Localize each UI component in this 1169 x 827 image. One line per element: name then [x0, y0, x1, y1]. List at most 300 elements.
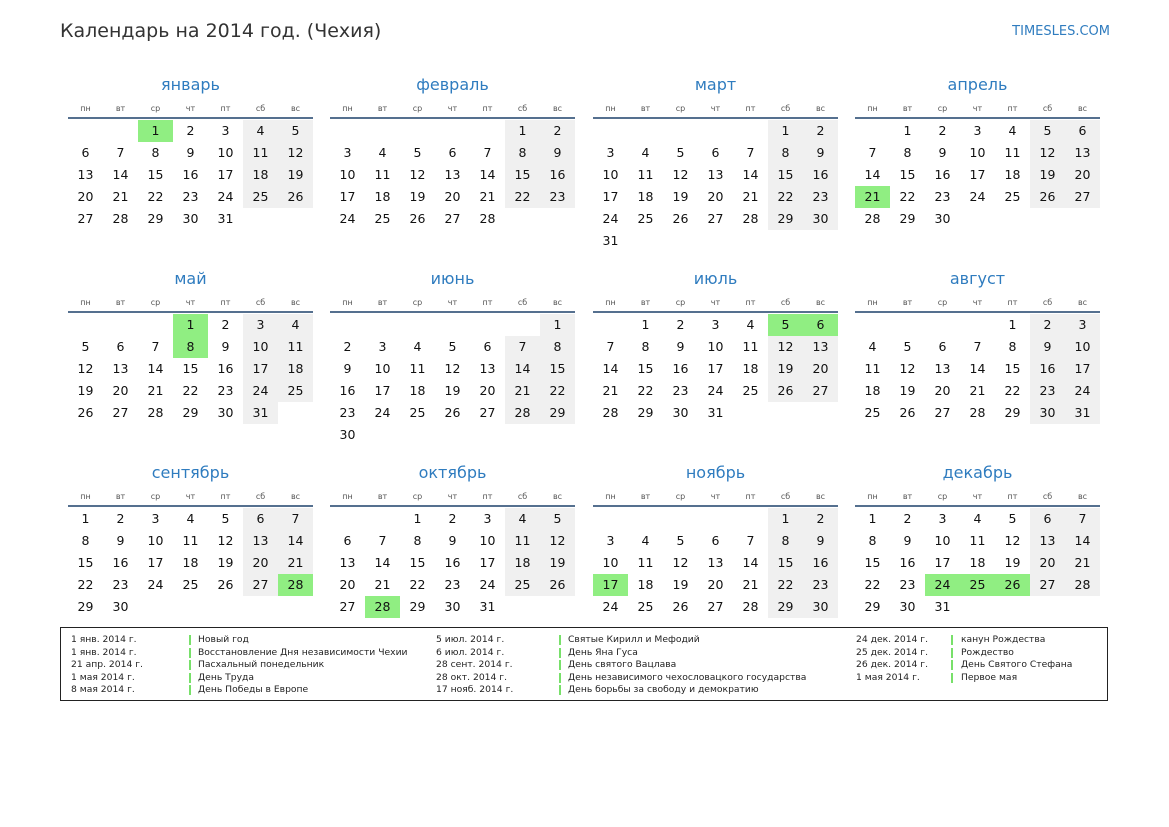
weekday-label: чт — [972, 492, 983, 501]
day-cell: 10 — [1065, 336, 1100, 358]
day-cell: 9 — [540, 142, 575, 164]
day-cell: 19 — [409, 189, 426, 204]
month-block — [330, 70, 575, 258]
day-cell: 14 — [374, 555, 391, 570]
holiday-name: День борьбы за свободу и демократию — [568, 684, 759, 695]
day-cell: 3 — [973, 123, 982, 138]
day-cell: 6 — [81, 145, 90, 160]
day-cell: 23 — [540, 186, 575, 208]
holiday-day-cell: 25 — [960, 574, 995, 596]
day-cell: 21 — [742, 577, 759, 592]
day-cell: 15 — [768, 164, 803, 186]
day-cell: 30 — [182, 211, 199, 226]
day-cell: 24 — [147, 577, 164, 592]
weekday-label: чт — [185, 492, 196, 501]
day-cell: 24 — [969, 189, 986, 204]
day-cell: 23 — [803, 186, 838, 208]
day-cell: 28 — [112, 211, 129, 226]
weekday-label: вс — [1077, 298, 1088, 307]
day-cell: 28 — [1065, 574, 1100, 596]
day-cell: 17 — [339, 189, 356, 204]
month-name: июнь — [430, 269, 475, 288]
day-cell: 22 — [637, 383, 654, 398]
holiday-marker — [559, 648, 561, 658]
month-block — [855, 264, 1100, 452]
day-cell: 10 — [969, 145, 986, 160]
day-cell: 5 — [903, 339, 912, 354]
weekday-label: вс — [552, 492, 563, 501]
holiday-legend — [60, 627, 1108, 701]
day-cell: 17 — [1065, 358, 1100, 380]
month-divider — [330, 505, 575, 507]
day-cell: 15 — [409, 555, 426, 570]
day-cell: 23 — [672, 383, 689, 398]
day-cell: 14 — [602, 361, 619, 376]
holiday-day-cell: 28 — [278, 574, 313, 596]
day-cell: 2 — [938, 123, 947, 138]
day-cell: 29 — [637, 405, 654, 420]
day-cell: 14 — [864, 167, 881, 182]
day-cell: 26 — [278, 186, 313, 208]
day-cell: 6 — [448, 145, 457, 160]
day-cell: 23 — [112, 577, 129, 592]
day-cell: 2 — [540, 120, 575, 142]
weekday-label: ср — [675, 104, 686, 113]
day-cell: 8 — [505, 142, 540, 164]
day-cell: 20 — [77, 189, 94, 204]
day-cell: 29 — [1004, 405, 1021, 420]
weekday-label: пн — [605, 104, 616, 113]
weekday-label: пн — [342, 298, 353, 307]
day-cell: 4 — [505, 508, 540, 530]
day-cell: 22 — [505, 186, 540, 208]
day-cell: 19 — [217, 555, 234, 570]
day-cell: 19 — [77, 383, 94, 398]
day-cell: 25 — [243, 186, 278, 208]
day-cell: 23 — [899, 577, 916, 592]
day-cell: 5 — [278, 120, 313, 142]
weekday-label: пн — [867, 492, 878, 501]
holiday-date: 1 янв. 2014 г. — [71, 634, 137, 645]
month-block — [330, 264, 575, 452]
weekday-label: вс — [815, 104, 826, 113]
day-cell: 17 — [969, 167, 986, 182]
day-cell: 19 — [672, 577, 689, 592]
day-cell: 10 — [217, 145, 234, 160]
weekday-label: пт — [745, 492, 756, 501]
legend-row — [71, 634, 431, 647]
day-cell: 31 — [934, 599, 951, 614]
day-cell: 15 — [637, 361, 654, 376]
day-cell: 19 — [1030, 164, 1065, 186]
day-cell: 11 — [637, 167, 654, 182]
day-cell: 16 — [540, 164, 575, 186]
weekday-label: пт — [1007, 492, 1018, 501]
day-cell: 19 — [540, 552, 575, 574]
day-cell: 23 — [217, 383, 234, 398]
day-cell: 2 — [676, 317, 685, 332]
day-cell: 12 — [278, 142, 313, 164]
holiday-name: Святые Кирилл и Мефодий — [568, 634, 700, 645]
day-cell: 7 — [378, 533, 387, 548]
day-cell: 13 — [339, 555, 356, 570]
day-cell: 27 — [112, 405, 129, 420]
holiday-marker — [189, 660, 191, 670]
holiday-day-cell: 8 — [173, 336, 208, 358]
day-cell: 7 — [746, 533, 755, 548]
holiday-date: 25 дек. 2014 г. — [856, 646, 929, 658]
month-block — [68, 70, 313, 258]
day-cell: 20 — [707, 577, 724, 592]
day-cell: 12 — [672, 555, 689, 570]
day-cell: 26 — [540, 574, 575, 596]
weekday-label: вт — [115, 298, 126, 307]
holiday-name: День Труда — [198, 671, 255, 683]
day-cell: 11 — [969, 533, 986, 548]
day-cell: 20 — [444, 189, 461, 204]
day-cell: 3 — [938, 511, 947, 526]
day-cell: 27 — [1065, 186, 1100, 208]
month-divider — [593, 505, 838, 507]
day-cell: 23 — [444, 577, 461, 592]
holiday-name: День независимого чехословацкого государства — [568, 671, 807, 683]
day-cell: 16 — [339, 383, 356, 398]
day-cell: 1 — [81, 511, 90, 526]
month-name: сентябрь — [151, 463, 230, 482]
day-cell: 25 — [864, 405, 881, 420]
day-cell: 22 — [1004, 383, 1021, 398]
day-cell: 28 — [479, 211, 496, 226]
day-cell: 28 — [505, 402, 540, 424]
month-name: октябрь — [418, 463, 487, 482]
day-cell: 24 — [602, 211, 619, 226]
day-cell: 22 — [147, 189, 164, 204]
day-cell: 8 — [1008, 339, 1017, 354]
holiday-name: канун Рождества — [961, 634, 1046, 645]
day-cell: 2 — [186, 123, 195, 138]
day-cell: 6 — [116, 339, 125, 354]
day-cell: 17 — [217, 167, 234, 182]
day-cell: 30 — [339, 427, 356, 442]
day-cell: 20 — [479, 383, 496, 398]
day-cell: 16 — [1030, 358, 1065, 380]
weekday-label: пт — [220, 104, 231, 113]
weekday-label: чт — [710, 492, 721, 501]
weekday-label: пт — [1007, 298, 1018, 307]
day-cell: 22 — [768, 574, 803, 596]
day-cell: 5 — [448, 339, 457, 354]
legend-row — [436, 671, 807, 685]
weekday-label: пт — [482, 104, 493, 113]
weekday-label: пн — [342, 492, 353, 501]
day-cell: 14 — [112, 167, 129, 182]
weekday-label: сб — [255, 104, 266, 113]
weekday-label: вс — [552, 104, 563, 113]
day-cell: 9 — [221, 339, 230, 354]
weekday-label: пн — [80, 104, 91, 113]
day-cell: 5 — [1008, 511, 1017, 526]
day-cell: 9 — [116, 533, 125, 548]
weekday-label: пн — [80, 492, 91, 501]
legend-row — [436, 684, 796, 697]
weekday-label: сб — [255, 298, 266, 307]
holiday-date: 24 дек. 2014 г. — [856, 634, 929, 645]
day-cell: 17 — [243, 358, 278, 380]
weekday-label: чт — [972, 104, 983, 113]
day-cell: 21 — [112, 189, 129, 204]
day-cell: 29 — [147, 211, 164, 226]
day-cell: 11 — [278, 336, 313, 358]
month-name: июль — [693, 269, 738, 288]
day-cell: 3 — [221, 123, 230, 138]
month-divider — [330, 311, 575, 313]
day-cell: 10 — [243, 336, 278, 358]
month-block — [68, 264, 313, 452]
day-cell: 31 — [479, 599, 496, 614]
day-cell: 30 — [899, 599, 916, 614]
day-cell: 26 — [217, 577, 234, 592]
day-cell: 28 — [602, 405, 619, 420]
day-cell: 13 — [707, 167, 724, 182]
day-cell: 8 — [81, 533, 90, 548]
day-cell: 5 — [1030, 120, 1065, 142]
weekday-label: вт — [902, 104, 913, 113]
day-cell: 13 — [707, 555, 724, 570]
day-cell: 30 — [803, 596, 838, 618]
weekday-label: вт — [902, 298, 913, 307]
day-cell: 5 — [413, 145, 422, 160]
day-cell: 8 — [868, 533, 877, 548]
day-cell: 31 — [602, 233, 619, 248]
month-block — [855, 70, 1100, 258]
weekday-label: вт — [377, 104, 388, 113]
calendar-grid — [68, 70, 1101, 620]
day-cell: 31 — [217, 211, 234, 226]
day-cell: 18 — [864, 383, 881, 398]
day-cell: 13 — [112, 361, 129, 376]
day-cell: 18 — [243, 164, 278, 186]
legend-column — [856, 634, 1169, 684]
legend-row — [856, 672, 1169, 685]
holiday-marker — [189, 685, 191, 695]
day-cell: 22 — [77, 577, 94, 592]
day-cell: 3 — [606, 533, 615, 548]
weekday-label: ср — [150, 298, 161, 307]
day-cell: 25 — [1004, 189, 1021, 204]
weekday-label: пн — [605, 492, 616, 501]
day-cell: 10 — [934, 533, 951, 548]
weekday-label: чт — [185, 104, 196, 113]
day-cell: 9 — [343, 361, 352, 376]
weekday-label: чт — [710, 104, 721, 113]
holiday-name: День святого Вацлава — [568, 659, 677, 670]
day-cell: 5 — [81, 339, 90, 354]
day-cell: 13 — [1065, 142, 1100, 164]
day-cell: 4 — [641, 533, 650, 548]
month-block — [330, 458, 575, 646]
day-cell: 24 — [217, 189, 234, 204]
day-cell: 15 — [182, 361, 199, 376]
weekday-label: вс — [815, 492, 826, 501]
day-cell: 19 — [672, 189, 689, 204]
holiday-day-cell: 28 — [365, 596, 400, 618]
day-cell: 10 — [479, 533, 496, 548]
day-cell: 15 — [864, 555, 881, 570]
holiday-day-cell: 26 — [995, 574, 1030, 596]
weekday-label: вт — [640, 104, 651, 113]
holiday-name: Первое мая — [961, 671, 1018, 683]
day-cell: 27 — [707, 211, 724, 226]
weekday-label: вс — [290, 104, 301, 113]
day-cell: 1 — [641, 317, 650, 332]
day-cell: 5 — [676, 145, 685, 160]
day-cell: 18 — [278, 358, 313, 380]
month-divider — [68, 311, 313, 313]
day-cell: 7 — [116, 145, 125, 160]
day-cell: 15 — [899, 167, 916, 182]
day-cell: 14 — [147, 361, 164, 376]
weekday-label: ср — [412, 298, 423, 307]
day-cell: 18 — [637, 189, 654, 204]
day-cell: 28 — [742, 211, 759, 226]
day-cell: 9 — [1030, 336, 1065, 358]
holiday-name: Новый год — [198, 634, 249, 645]
day-cell: 26 — [409, 211, 426, 226]
day-cell: 9 — [803, 530, 838, 552]
day-cell: 8 — [768, 142, 803, 164]
month-name: январь — [161, 75, 220, 94]
day-cell: 8 — [151, 145, 160, 160]
day-cell: 13 — [479, 361, 496, 376]
day-cell: 3 — [1065, 314, 1100, 336]
weekday-label: ср — [937, 492, 948, 501]
weekday-label: пт — [1007, 104, 1018, 113]
day-cell: 11 — [864, 361, 881, 376]
holiday-day-cell: 6 — [803, 314, 838, 336]
holiday-name: День Победы в Европе — [198, 684, 309, 695]
holiday-name: Пасхальный понедельник — [198, 659, 325, 670]
weekday-label: сб — [255, 492, 266, 501]
day-cell: 7 — [1065, 508, 1100, 530]
day-cell: 9 — [938, 145, 947, 160]
day-cell: 28 — [742, 599, 759, 614]
day-cell: 3 — [243, 314, 278, 336]
day-cell: 14 — [278, 530, 313, 552]
day-cell: 24 — [479, 577, 496, 592]
day-cell: 21 — [602, 383, 619, 398]
holiday-name: День Святого Стефана — [961, 659, 1073, 670]
day-cell: 11 — [637, 555, 654, 570]
day-cell: 16 — [672, 361, 689, 376]
day-cell: 11 — [742, 339, 759, 354]
weekday-label: вт — [640, 298, 651, 307]
weekday-label: вс — [1077, 104, 1088, 113]
weekday-label: пт — [482, 492, 493, 501]
holiday-date: 21 апр. 2014 г. — [71, 659, 143, 670]
day-cell: 13 — [934, 361, 951, 376]
day-cell: 3 — [483, 511, 492, 526]
weekday-label: вс — [815, 298, 826, 307]
weekday-label: ср — [675, 298, 686, 307]
day-cell: 1 — [413, 511, 422, 526]
day-cell: 26 — [1030, 186, 1065, 208]
day-cell: 6 — [1065, 120, 1100, 142]
day-cell: 1 — [768, 120, 803, 142]
weekday-label: сб — [780, 298, 791, 307]
day-cell: 15 — [768, 552, 803, 574]
day-cell: 17 — [602, 189, 619, 204]
day-cell: 9 — [676, 339, 685, 354]
holiday-date: 28 окт. 2014 г. — [436, 671, 508, 683]
day-cell: 12 — [77, 361, 94, 376]
day-cell: 25 — [505, 574, 540, 596]
day-cell: 4 — [641, 145, 650, 160]
holiday-name: День Яна Гуса — [568, 646, 638, 658]
day-cell: 21 — [742, 189, 759, 204]
day-cell: 29 — [899, 211, 916, 226]
day-cell: 2 — [1030, 314, 1065, 336]
day-cell: 25 — [278, 380, 313, 402]
day-cell: 7 — [973, 339, 982, 354]
day-cell: 14 — [505, 358, 540, 380]
day-cell: 24 — [243, 380, 278, 402]
day-cell: 1 — [540, 314, 575, 336]
day-cell: 27 — [77, 211, 94, 226]
weekday-label: пт — [745, 298, 756, 307]
weekday-label: ср — [937, 104, 948, 113]
day-cell: 3 — [151, 511, 160, 526]
day-cell: 17 — [147, 555, 164, 570]
weekday-label: вт — [115, 492, 126, 501]
month-divider — [593, 311, 838, 313]
day-cell: 12 — [768, 336, 803, 358]
day-cell: 15 — [77, 555, 94, 570]
weekday-label: вт — [640, 492, 651, 501]
holiday-date: 6 июл. 2014 г. — [436, 646, 505, 658]
day-cell: 7 — [746, 145, 755, 160]
day-cell: 15 — [1004, 361, 1021, 376]
day-cell: 30 — [934, 211, 951, 226]
legend-row — [856, 647, 1169, 660]
holiday-marker — [951, 660, 953, 670]
day-cell: 1 — [505, 120, 540, 142]
day-cell: 16 — [217, 361, 234, 376]
day-cell: 13 — [1030, 530, 1065, 552]
day-cell: 10 — [602, 555, 619, 570]
day-cell: 21 — [479, 189, 496, 204]
month-block — [593, 70, 838, 258]
day-cell: 18 — [374, 189, 391, 204]
day-cell: 18 — [182, 555, 199, 570]
day-cell: 7 — [868, 145, 877, 160]
holiday-day-cell: 21 — [855, 186, 890, 208]
day-cell: 9 — [186, 145, 195, 160]
month-divider — [593, 117, 838, 119]
month-name: май — [174, 269, 207, 288]
site-link[interactable]: TIMESLES.COM — [1012, 24, 1110, 39]
holiday-date: 8 мая 2014 г. — [71, 684, 135, 695]
day-cell: 29 — [768, 596, 803, 618]
day-cell: 12 — [444, 361, 461, 376]
weekday-label: сб — [1042, 104, 1053, 113]
legend-row — [856, 659, 1169, 672]
day-cell: 13 — [243, 530, 278, 552]
month-block — [68, 458, 313, 646]
weekday-label: сб — [780, 492, 791, 501]
day-cell: 9 — [803, 142, 838, 164]
day-cell: 1 — [1008, 317, 1017, 332]
day-cell: 1 — [768, 508, 803, 530]
